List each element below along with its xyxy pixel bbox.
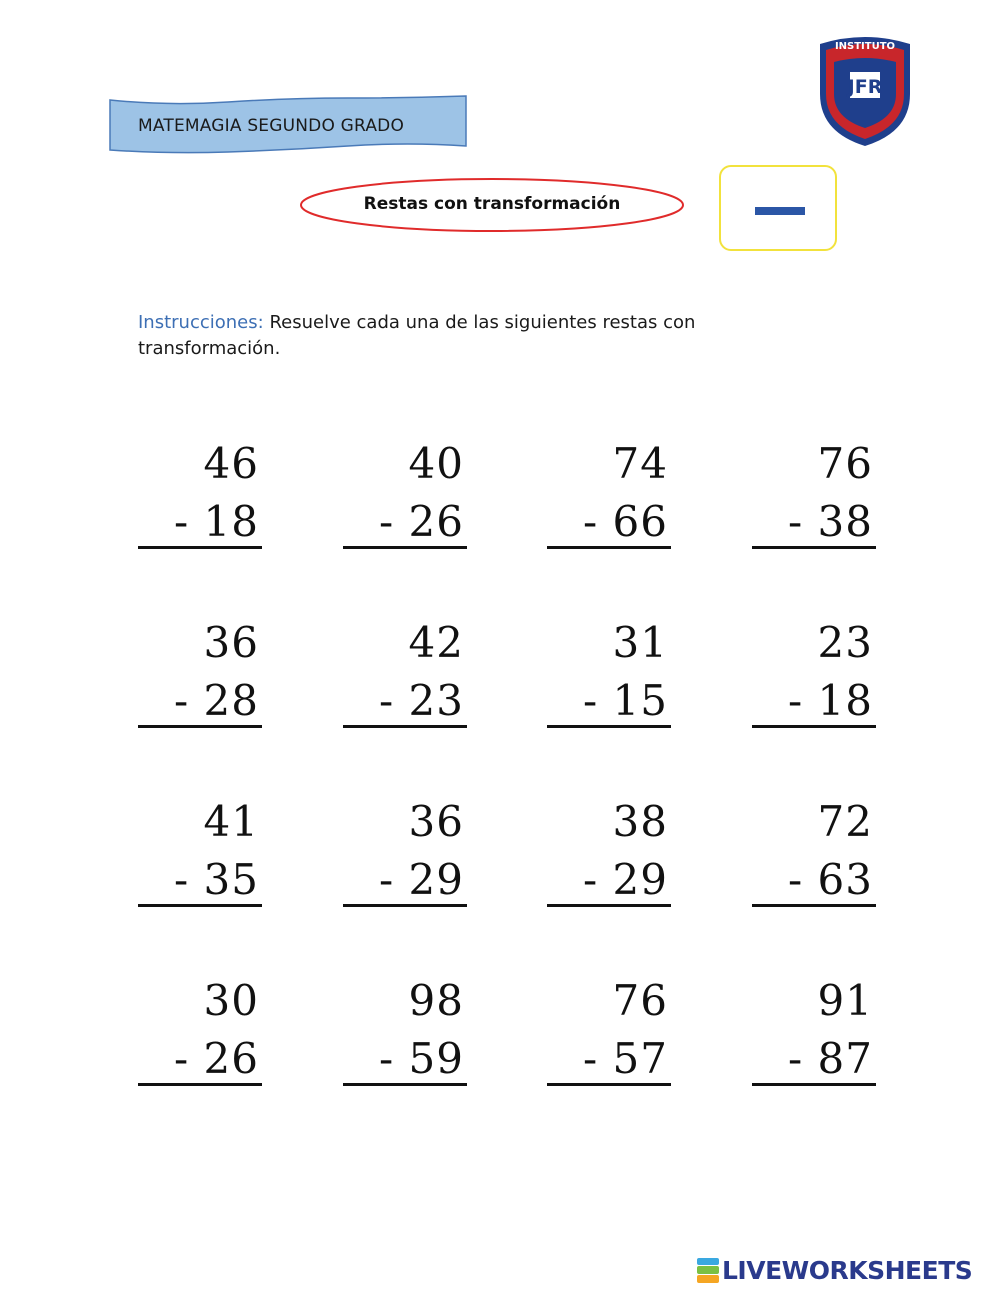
subtrahend: - 26 — [379, 497, 464, 546]
answer-line — [138, 904, 262, 907]
subtrahend: - 15 — [583, 676, 668, 725]
subtrahend: - 29 — [583, 855, 668, 904]
subtraction-problem — [752, 977, 877, 1102]
minuend: 40 — [408, 439, 464, 488]
minuend: 72 — [817, 797, 873, 846]
minuend: 38 — [612, 797, 668, 846]
subtraction-problem — [752, 440, 877, 565]
subtrahend: - 59 — [379, 1034, 464, 1083]
subtraction-problem — [343, 619, 468, 744]
subtraction-problem — [752, 619, 877, 744]
answer-line — [343, 725, 467, 728]
svg-text:INSTITUTO: INSTITUTO — [834, 41, 896, 52]
minuend: 98 — [408, 976, 464, 1025]
minuend: 31 — [612, 618, 668, 667]
answer-line — [752, 725, 876, 728]
instructions-label: Instrucciones: — [138, 312, 264, 333]
answer-line — [343, 1083, 467, 1086]
minuend: 36 — [408, 797, 464, 846]
subtrahend: - 63 — [788, 855, 873, 904]
subtraction-problem — [138, 619, 263, 744]
subtrahend: - 66 — [583, 497, 668, 546]
subtrahend: - 23 — [379, 676, 464, 725]
subtraction-problem — [138, 798, 263, 923]
subtrahend: - 28 — [174, 676, 259, 725]
answer-line — [547, 725, 671, 728]
liveworksheets-logo-icon — [697, 1257, 719, 1283]
minuend: 76 — [612, 976, 668, 1025]
minuend: 74 — [612, 439, 668, 488]
minuend: 30 — [203, 976, 259, 1025]
minuend: 46 — [203, 439, 259, 488]
subtraction-problem — [343, 440, 468, 565]
subtrahend: - 38 — [788, 497, 873, 546]
minuend: 41 — [203, 797, 259, 846]
answer-line — [547, 904, 671, 907]
subtraction-problem — [547, 977, 672, 1102]
answer-line — [343, 904, 467, 907]
subtrahend: - 57 — [583, 1034, 668, 1083]
subtrahend: - 35 — [174, 855, 259, 904]
subtrahend: - 29 — [379, 855, 464, 904]
liveworksheets-brand — [697, 1256, 972, 1284]
answer-line — [752, 1083, 876, 1086]
subtraction-problem — [343, 977, 468, 1102]
answer-line — [547, 1083, 671, 1086]
subtraction-problem — [547, 798, 672, 923]
minuend: 23 — [817, 618, 873, 667]
subtraction-problem — [547, 619, 672, 744]
banner-title: MATEMAGIA SEGUNDO GRADO — [138, 116, 405, 136]
subtrahend: - 18 — [788, 676, 873, 725]
minuend: 91 — [817, 976, 873, 1025]
subtraction-problem — [138, 440, 263, 565]
answer-line — [752, 546, 876, 549]
instructions-text: Resuelve cada una de las siguientes restas con transformación. — [138, 312, 696, 359]
answer-line — [343, 546, 467, 549]
subtraction-problem — [547, 440, 672, 565]
subtraction-problem — [752, 798, 877, 923]
answer-line — [138, 1083, 262, 1086]
svg-text:JFR: JFR — [847, 76, 883, 98]
answer-line — [752, 904, 876, 907]
subtrahend: - 26 — [174, 1034, 259, 1083]
answer-line — [138, 725, 262, 728]
minuend: 36 — [203, 618, 259, 667]
answer-line — [547, 546, 671, 549]
subtrahend: - 18 — [174, 497, 259, 546]
subtrahend: - 87 — [788, 1034, 873, 1083]
minuend: 76 — [817, 439, 873, 488]
answer-line — [138, 546, 262, 549]
brand-text: LIVEWORKSHEETS — [722, 1255, 973, 1285]
minuend: 42 — [408, 618, 464, 667]
subtraction-problem — [138, 977, 263, 1102]
page-title: Restas con transformación — [363, 194, 621, 214]
subtraction-problem — [343, 798, 468, 923]
